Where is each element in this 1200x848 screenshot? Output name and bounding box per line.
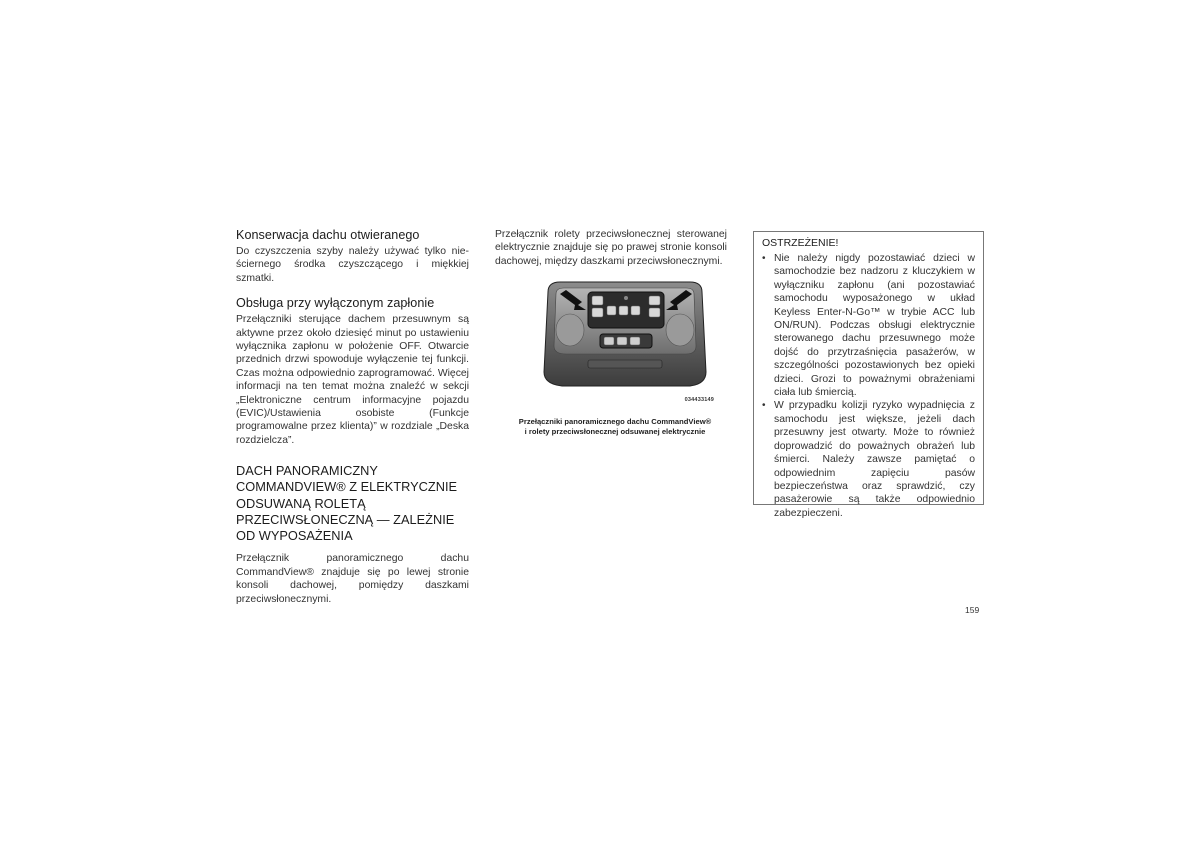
paragraph-shade-switch: Przełącznik rolety przeciwsłonecznej sterowanej elektrycznie znajduje się po prawej stronie konsoli dachowej, między daszkami przeciwsłonecznymi. bbox=[495, 229, 727, 267]
warning-title: OSTRZEŻENIE! bbox=[762, 237, 839, 249]
overhead-console-figure bbox=[530, 280, 720, 407]
left-column bbox=[236, 228, 469, 617]
paragraph-commandview-switch: Przełącznik panoramicznego dachu CommandView® znajduje się po lewej stronie konsoli dachowej, pomiędzy daszkami przeciwsłonecznymi. bbox=[236, 553, 469, 605]
warning-list bbox=[762, 252, 975, 520]
warning-item: • W przypadku kolizji ryzyko wypadnięcia z samochodu jest większe, jeżeli dach przesuwny jest otwarty. Może to również doprowadzić do poważnych obrażeń lub śmierci. Należy zawsze pamiętać o odpowiednim zapięciu pasów bezpieczeństwa oraz sprawdzić, czy pasażerowie są także odpowiednio zabezpieczeni. bbox=[762, 399, 975, 520]
warning-item: • Nie należy nigdy pozostawiać dzieci w samochodzie bez nadzoru z kluczykiem w wyłączniku zapłonu (ani pozostawiać samochodu wyposażonego w układ Keyless Enter-N-Go™ w trybie ACC lub ON/RUN). Podczas obsługi elektrycznie sterowanego dachu przesuwnego może dojść do przytrzaśnięcia pasażerów, w szczególności pozostawionych bez opieki dzieci. Grozi to poważnymi obrażeniami ciała lub śmiercią. bbox=[762, 252, 975, 399]
figure-code: 034433149 bbox=[684, 397, 714, 404]
overhead-console-illustration bbox=[530, 280, 720, 407]
page-number: 159 bbox=[965, 605, 980, 615]
figure-caption bbox=[495, 417, 727, 437]
paragraph-ignition-off: Przełączniki sterujące dachem przesuwnym są aktywne przez około dziesięć minut po ustawieniu wyłącznika zapłonu w położenie OFF. Otwarcie przednich drzwi spowoduje wyłączenie tej funkcji. Czas można odpowiednio zaprogramować. Więcej informacji na ten temat można znaleźć w sekcji „Elektroniczne centrum informacyjne pojazdu (EVIC)/Ustawienia osobiste (Funkcje programowalne przez klienta)” w rozdziale „Deska rozdzielcza”. bbox=[236, 314, 469, 446]
figure-caption-line-1: Przełączniki panoramicznego dachu CommandView® bbox=[518, 417, 712, 427]
middle-column bbox=[495, 228, 727, 437]
right-column bbox=[753, 231, 984, 519]
heading-commandview-roof: DACH PANORAMICZNY COMMANDVIEW® Z ELEKTRYCZNIE ODSUWANĄ ROLETĄ PRZECIWSŁONECZNĄ — ZALEŻNIE OD WYPOSAŻENIA bbox=[236, 463, 458, 544]
figure-caption-line-2: i rolety przeciwsłonecznej odsuwanej elektrycznie bbox=[524, 427, 706, 437]
heading-roof-maintenance: Konserwacja dachu otwieranego bbox=[236, 228, 420, 242]
warning-box bbox=[753, 231, 984, 519]
heading-ignition-off: Obsługa przy wyłączonym zapłonie bbox=[236, 296, 435, 311]
paragraph-roof-maintenance: Do czyszczenia szyby należy używać tylko nie-ściernego środka czyszczącego i miękkiej szmatki. bbox=[236, 246, 469, 284]
